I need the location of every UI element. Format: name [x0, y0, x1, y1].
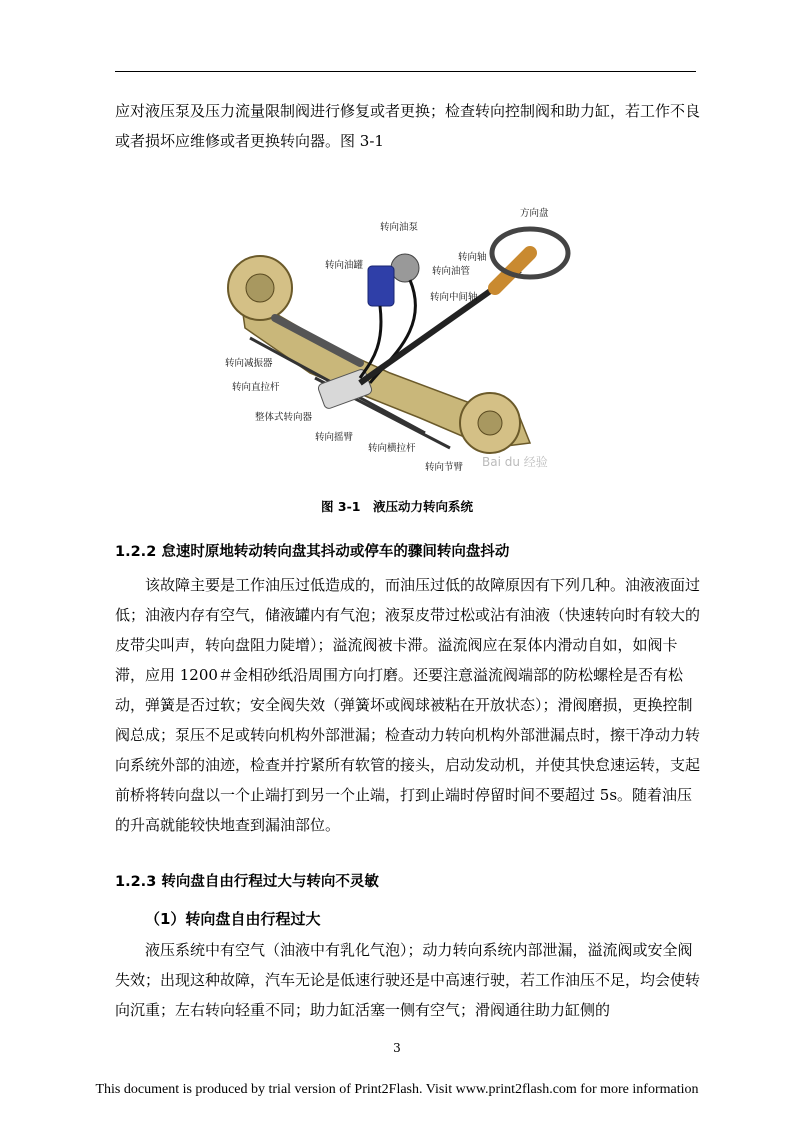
hydraulic-steering-figure	[220, 198, 582, 480]
intro-paragraph: 应对液压泵及压力流量限制阀进行修复或者更换；检查转向控制阀和助力缸，若工作不良或者损坏应维修或者更换转向器。图 3-1	[115, 102, 701, 150]
section-heading-1-2-2: 1.2.2 怠速时原地转动转向盘其抖动或停车的骤间转向盘抖动	[115, 544, 510, 560]
section-1-2-2-body: 该故障主要是工作油压过低造成的，而油压过低的故障原因有下列几种。油液液面过低；油液内存有空气，储液罐内有气泡；液泵皮带过松或沾有油液（快速转向时有较大的皮带尖叫声，转向盘阻力陡增）；溢流阀被卡滞。溢流阀应在泵体内滑动自如，如阀卡滞，应用 1200＃金相砂纸沿周围方向打磨。还要注意溢流阀端部的防松螺栓是否有松动，弹簧是否过软；安全阀失效（弹簧坏或阀球被粘在开放状态）；滑阀磨损，更换控制阀总成；泵压不足或转向机构外部泄漏；检查动力转向机构外部泄漏点时，擦干净动力转向系统外部的油迹，检查并拧紧所有软管的接头，启动发动机，并使其快怠速运转，支起前桥将转向盘以一个止端打到另一个止端，打到止端时停留时间不要超过 5s。随着油压的升高就能较快地查到漏油部位。	[115, 576, 701, 834]
header-rule	[115, 71, 696, 72]
label-damper: 转向减振器	[225, 358, 273, 369]
label-drag-link: 转向直拉杆	[232, 382, 280, 393]
section-heading-1-2-3: 1.2.3 转向盘自由行程过大与转向不灵敏	[115, 874, 379, 890]
label-oil-pipe: 转向油管	[432, 266, 471, 277]
watermark: Bai du 经验	[482, 455, 548, 469]
section-1-2-3-body: 液压系统中有空气（油液中有乳化气泡）；动力转向系统内部泄漏，溢流阀或安全阀失效；出现这种故障，汽车无论是低速行驶还是中高速行驶，若工作油压不足，均会使转向沉重；左右转向轻重不同；助力缸活塞一侧有空气；滑阀通往助力缸侧的	[115, 941, 701, 1019]
page-number: 3	[393, 1041, 401, 1055]
label-integral-gear: 整体式转向器	[255, 412, 313, 423]
label-oil-tank: 转向油罐	[325, 260, 364, 271]
label-steering-shaft: 转向轴	[458, 252, 487, 263]
trial-footer: This document is produced by trial version of Print2Flash. Visit www.print2flash.com for more information	[95, 1082, 699, 1097]
subheading-free-travel: （1）转向盘自由行程过大	[145, 910, 321, 928]
figure-caption: 图 3-1 液压动力转向系统	[321, 499, 473, 514]
label-tie-rod: 转向横拉杆	[368, 443, 416, 454]
label-steering-wheel: 方向盘	[520, 208, 549, 219]
label-pitman-arm: 转向摇臂	[315, 432, 354, 443]
label-intermediate-shaft: 转向中间轴	[430, 292, 478, 303]
label-steering-pump: 转向油泵	[380, 222, 419, 233]
label-knuckle: 转向节臂	[425, 462, 464, 473]
